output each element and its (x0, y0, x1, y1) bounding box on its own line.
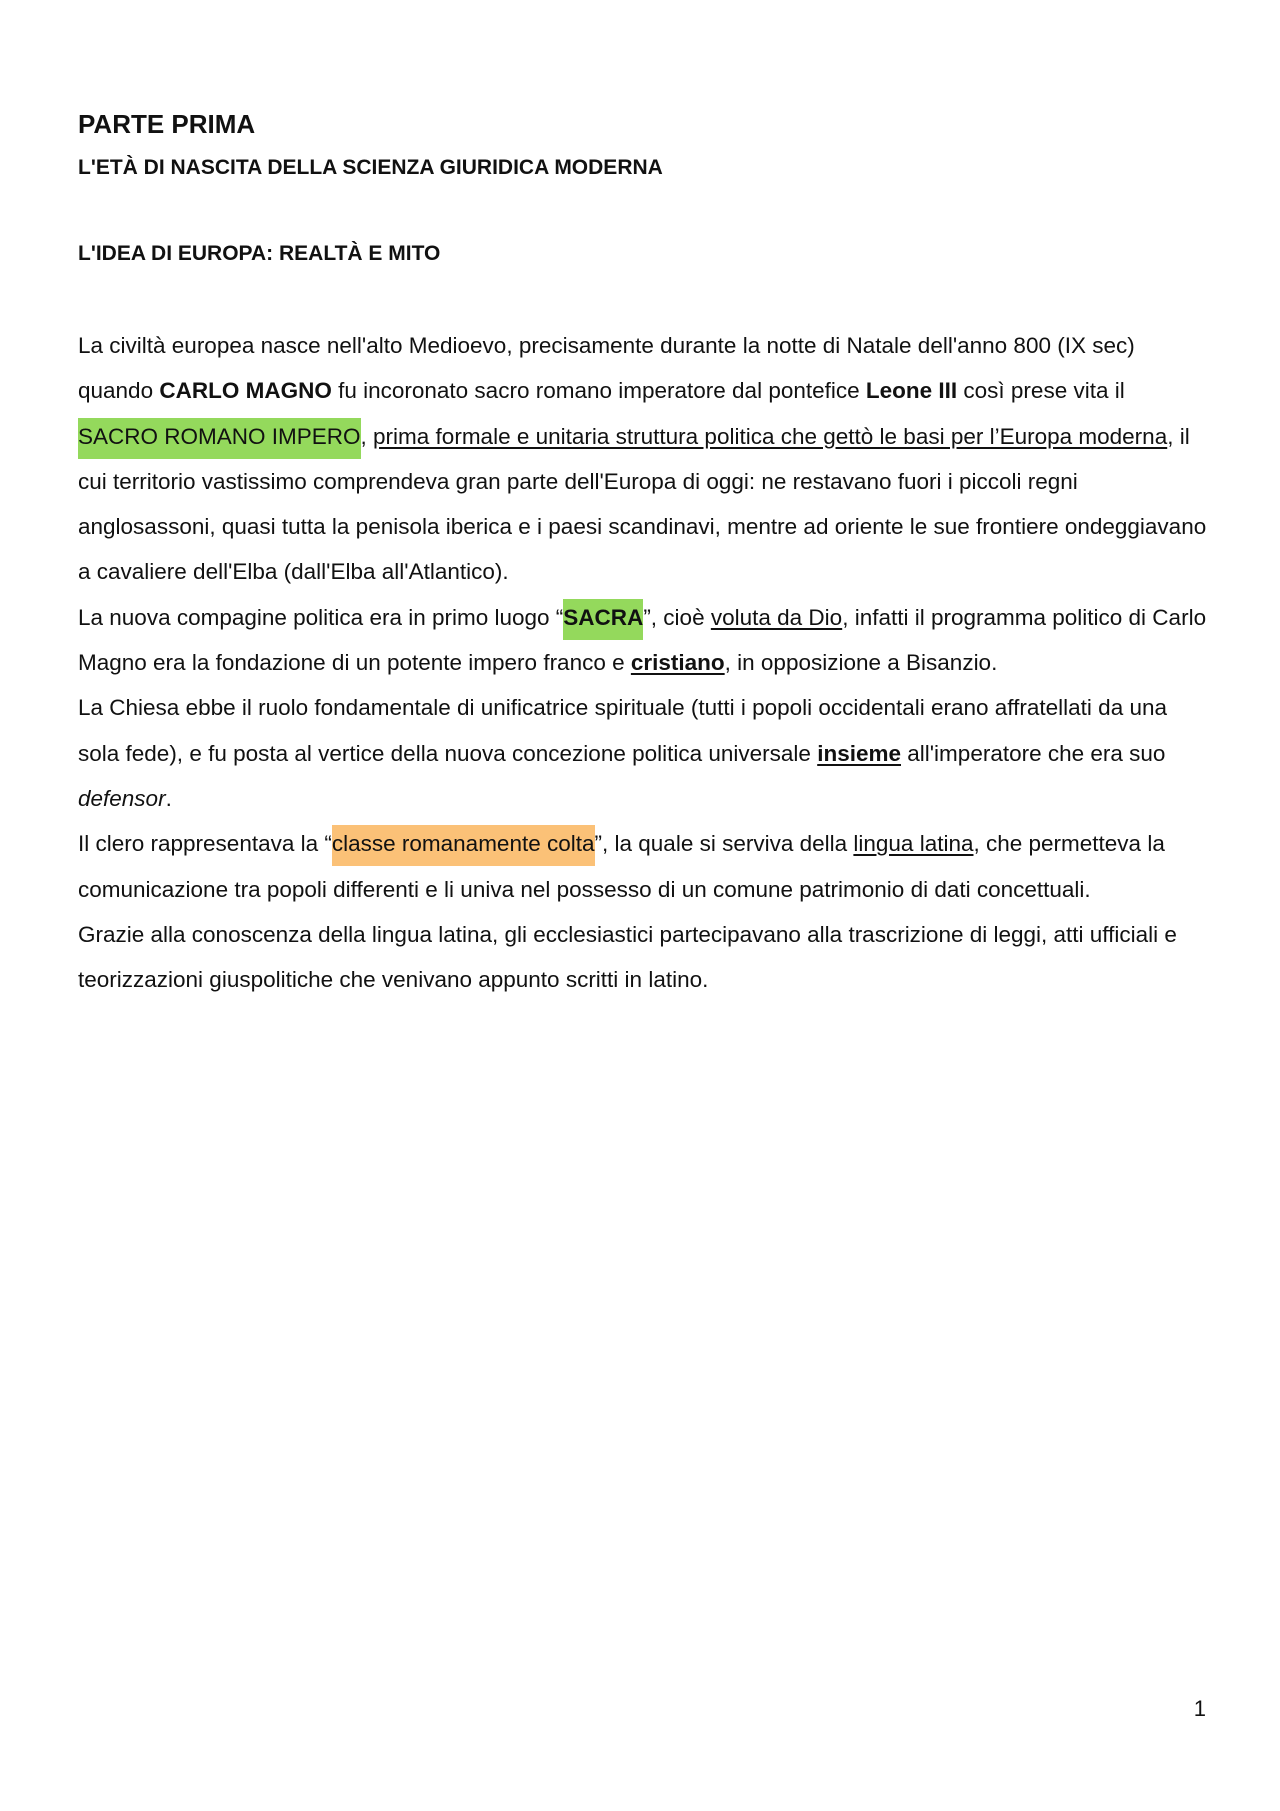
underline-prima-formale: prima formale e unitaria struttura politica che gettò le basi per l’Europa moderna (373, 423, 1168, 449)
highlight-sacro-romano-impero: SACRO ROMANO IMPERO (78, 418, 361, 459)
page-number: 1 (1193, 1696, 1206, 1721)
text-run: , il cui territorio vastissimo comprendeva gran parte dell'Europa di oggi: ne restavano fuori i piccoli regni anglosassoni, quasi tutta la penisola iberica e i paesi scandinavi, mentre ad oriente le sue frontiere ondeggiavano a cavaliere dell'Elba (dall'Elba all'Atlantico). (78, 423, 1207, 585)
paragraph-3 (78, 685, 1210, 821)
part-heading: PARTE PRIMA (78, 109, 256, 139)
text-run: all'imperatore che era suo (901, 740, 1166, 766)
text-run: , che permetteva la comunicazione tra popoli differenti e li univa nel possesso di un comune patrimonio di dati concettuali. (78, 831, 1165, 902)
highlight-sacra: SACRA (563, 599, 643, 640)
text-run: , (360, 423, 374, 449)
body-text (78, 323, 1210, 1002)
underline-lingua-latina: lingua latina (853, 831, 974, 857)
paragraph-1 (78, 323, 1210, 595)
text-run: . (165, 785, 172, 811)
text-run: Grazie alla conoscenza della lingua latina, gli ecclesiastici partecipavano alla trascrizione di leggi, atti ufficiali e teorizzazioni giuspolitiche che venivano appunto scritti in latino. (78, 921, 1177, 993)
text-run: ”, cioè (643, 604, 711, 630)
bold-leone-iii: Leone III (865, 378, 958, 404)
text-run: così prese vita il (957, 378, 1125, 404)
text-run: Il clero rappresentava la “ (78, 831, 332, 857)
paragraph-5 (78, 912, 1210, 1003)
underline-voluta-da-dio: voluta da Dio (710, 604, 843, 630)
text-run: La civiltà europea nasce nell'alto Medioevo, precisamente durante la notte di Natale dell'anno 800 (IX sec) quando (78, 333, 1135, 404)
section-title: L'IDEA DI EUROPA: REALTÀ E MITO (78, 242, 441, 265)
bold-underline-insieme: insieme (817, 740, 901, 766)
bold-underline-cristiano: cristiano (630, 650, 725, 676)
highlight-classe-romanamente-colta: classe romanamente colta (332, 825, 595, 866)
paragraph-2 (78, 595, 1210, 686)
italic-defensor: defensor (78, 785, 166, 811)
bold-carlo-magno: CARLO MAGNO (159, 378, 332, 404)
text-run: ”, la quale si serviva della (594, 831, 854, 857)
text-run: , in opposizione a Bisanzio. (724, 650, 998, 676)
text-run: fu incoronato sacro romano imperatore dal pontefice (331, 378, 866, 404)
document-page (78, 104, 1210, 1002)
paragraph-4 (78, 821, 1210, 912)
text-run: La Chiesa ebbe il ruolo fondamentale di unificatrice spirituale (tutti i popoli occidentali erano affratellati da una sola fede), e fu posta al vertice della nuova concezione politica universale (78, 695, 1167, 766)
text-run: La nuova compagine politica era in primo luogo “ (78, 604, 564, 630)
chapter-title: L'ETÀ DI NASCITA DELLA SCIENZA GIURIDICA MODERNA (78, 156, 663, 179)
text-run: , infatti il programma politico di Carlo Magno era la fondazione di un potente impero franco e (78, 604, 1207, 676)
